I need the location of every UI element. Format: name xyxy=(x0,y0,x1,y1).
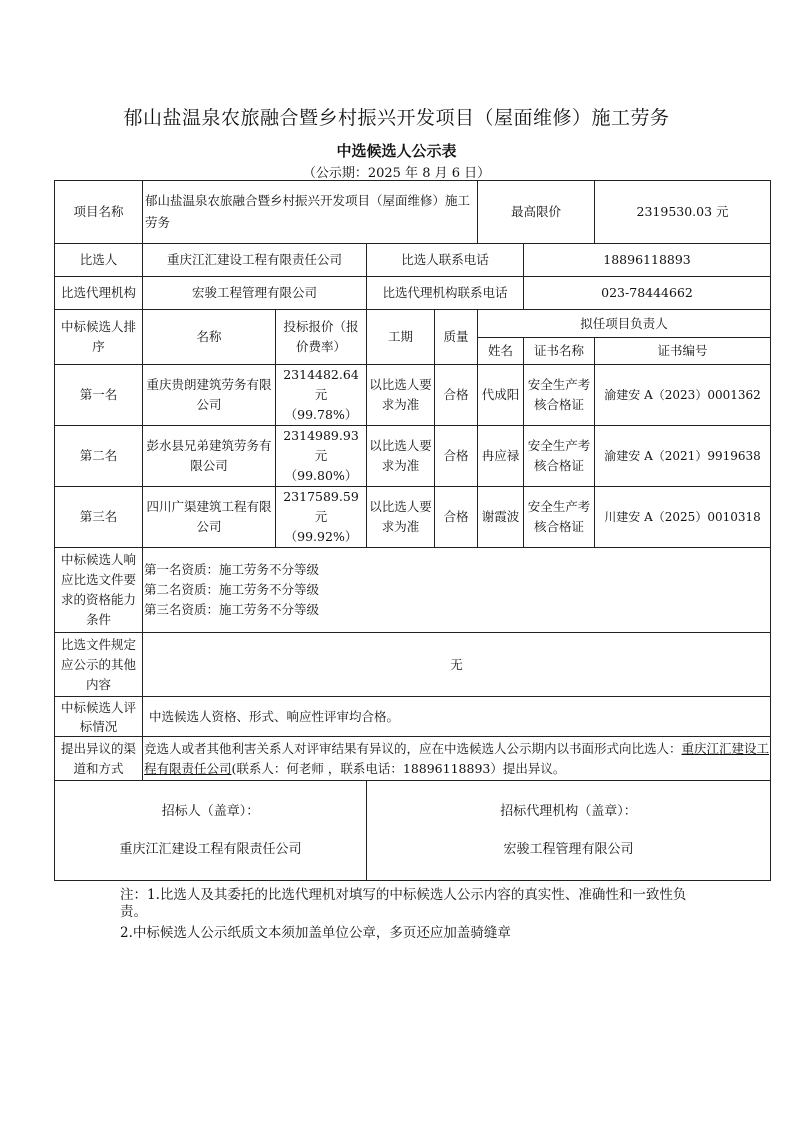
table-row xyxy=(55,365,771,426)
manager-group-header: 拟任项目负责人 xyxy=(478,310,771,338)
objection-row xyxy=(55,737,771,781)
candidate-rank: 第二名 xyxy=(55,426,143,487)
project-name-value: 郁山盐温泉农旅融合暨乡村振兴开发项目（屋面维修）施工劳务 xyxy=(143,181,478,244)
candidate-cert-no: 渝建安 A（2023）0001362 xyxy=(595,365,771,426)
note-1: 注：1.比选人及其委托的比选代理机对填写的中标候选人公示内容的真实性、准确性和一致性负责。 xyxy=(120,887,687,920)
buyer-label: 比选人 xyxy=(55,244,143,277)
signature-row xyxy=(55,781,771,881)
other-content-value: 无 xyxy=(143,633,771,697)
candidate-bid xyxy=(276,365,367,426)
buyer-value: 重庆江汇建设工程有限责任公司 xyxy=(143,244,367,277)
objection-buyer-name: 重庆江汇建设工程有限责任公司 xyxy=(144,740,770,776)
agent-phone-value: 023-78444662 xyxy=(524,277,771,310)
candidate-manager: 谢霞波 xyxy=(478,487,524,548)
candidate-quality: 合格 xyxy=(435,487,478,548)
cert-name-header: 证书名称 xyxy=(524,338,595,365)
agency-value: 宏骏工程管理有限公司 xyxy=(503,841,634,857)
candidates-header-row xyxy=(55,310,771,338)
notes xyxy=(120,887,690,942)
publication-date: （公示期：2025 年 8 月 6 日） xyxy=(302,166,491,181)
candidate-rank: 第一名 xyxy=(55,365,143,426)
review-label: 中标候选人评标情况 xyxy=(55,697,143,737)
agent-label: 比选代理机构 xyxy=(55,277,143,310)
document-title: 郁山盐温泉农旅融合暨乡村振兴开发项目（屋面维修）施工劳务 xyxy=(123,107,670,129)
table-row xyxy=(55,426,771,487)
note-2: 2.中标候选人公示纸质文本须加盖单位公章，多页还应加盖骑缝章 xyxy=(120,925,511,941)
quality-header: 质量 xyxy=(435,310,478,365)
qualification-line: 第三名资质：施工劳务不分等级 xyxy=(144,602,320,617)
candidate-manager: 冉应禄 xyxy=(478,426,524,487)
tenderer-value: 重庆江汇建设工程有限责任公司 xyxy=(119,841,302,857)
name-header: 名称 xyxy=(143,310,276,365)
bid-rate: （99.78%） xyxy=(284,407,358,422)
agent-value: 宏骏工程管理有限公司 xyxy=(143,277,367,310)
candidate-cert-name: 安全生产考核合格证 xyxy=(524,426,595,487)
candidate-cert-name: 安全生产考核合格证 xyxy=(524,487,595,548)
candidate-name: 重庆贵朗建筑劳务有限公司 xyxy=(143,365,276,426)
candidate-name: 四川广渠建筑工程有限公司 xyxy=(143,487,276,548)
agency-label: 招标代理机构（盖章）： xyxy=(500,803,637,819)
max-price-value: 2319530.03 元 xyxy=(595,181,771,244)
bid-rate: （99.92%） xyxy=(284,529,358,544)
cert-no-header: 证书编号 xyxy=(595,338,771,365)
candidate-bid xyxy=(276,487,367,548)
bid-price: 2314482.64 元 xyxy=(283,367,359,402)
tenderer-label: 招标人（盖章）： xyxy=(161,803,260,819)
agency-signature xyxy=(367,781,771,881)
objection-text: 竞选人或者其他利害关系人对评审结果有异议的，应在中选候选人公示期内以书面形式向比选人： xyxy=(144,740,682,756)
candidate-period: 以比选人要求为准 xyxy=(367,426,435,487)
qualification-line: 第一名资质：施工劳务不分等级 xyxy=(144,562,320,577)
other-content-row xyxy=(55,633,771,697)
bid-header: 投标报价（报价费率） xyxy=(276,310,367,365)
candidate-bid xyxy=(276,426,367,487)
candidate-rank: 第三名 xyxy=(55,487,143,548)
max-price-label: 最高限价 xyxy=(478,181,595,244)
review-value: 中选候选人资格、形式、响应性评审均合格。 xyxy=(143,697,771,737)
candidate-cert-name: 安全生产考核合格证 xyxy=(524,365,595,426)
other-content-label: 比选文件规定应公示的其他内容 xyxy=(55,633,143,697)
qualification-label: 中标候选人响应比选文件要求的资格能力条件 xyxy=(55,548,143,633)
manager-name-header: 姓名 xyxy=(478,338,524,365)
candidate-quality: 合格 xyxy=(435,426,478,487)
qualification-line: 第二名资质：施工劳务不分等级 xyxy=(144,582,320,597)
agent-row xyxy=(55,277,771,310)
candidate-cert-no: 川建安 A（2025）0010318 xyxy=(595,487,771,548)
candidate-period: 以比选人要求为准 xyxy=(367,487,435,548)
rank-header: 中标候选人排序 xyxy=(55,310,143,365)
candidate-quality: 合格 xyxy=(435,365,478,426)
period-header: 工期 xyxy=(367,310,435,365)
review-row xyxy=(55,697,771,737)
project-name-row xyxy=(55,181,771,244)
candidate-name: 彭水县兄弟建筑劳务有限公司 xyxy=(143,426,276,487)
objection-label: 提出异议的渠道和方式 xyxy=(55,737,143,781)
buyer-row xyxy=(55,244,771,277)
table-row xyxy=(55,487,771,548)
candidate-table xyxy=(54,180,771,881)
candidate-cert-no: 渝建安 A（2021）9919638 xyxy=(595,426,771,487)
buyer-phone-label: 比选人联系电话 xyxy=(367,244,524,277)
objection-value xyxy=(143,737,771,781)
bid-price: 2317589.59 元 xyxy=(283,489,359,524)
candidate-period: 以比选人要求为准 xyxy=(367,365,435,426)
qualification-value xyxy=(143,548,771,633)
qualification-row xyxy=(55,548,771,633)
objection-contact: (联系人：何老师 ，联系电话：18896118893）提出异议。 xyxy=(231,760,566,776)
bid-price: 2314989.93 元 xyxy=(283,428,359,463)
buyer-phone-value: 18896118893 xyxy=(524,244,771,277)
bid-rate: （99.80%） xyxy=(284,468,358,483)
project-name-label: 项目名称 xyxy=(55,181,143,244)
agent-phone-label: 比选代理机构联系电话 xyxy=(367,277,524,310)
candidate-manager: 代成阳 xyxy=(478,365,524,426)
tenderer-signature xyxy=(55,781,367,881)
document-subtitle: 中选候选人公示表 xyxy=(336,142,457,160)
